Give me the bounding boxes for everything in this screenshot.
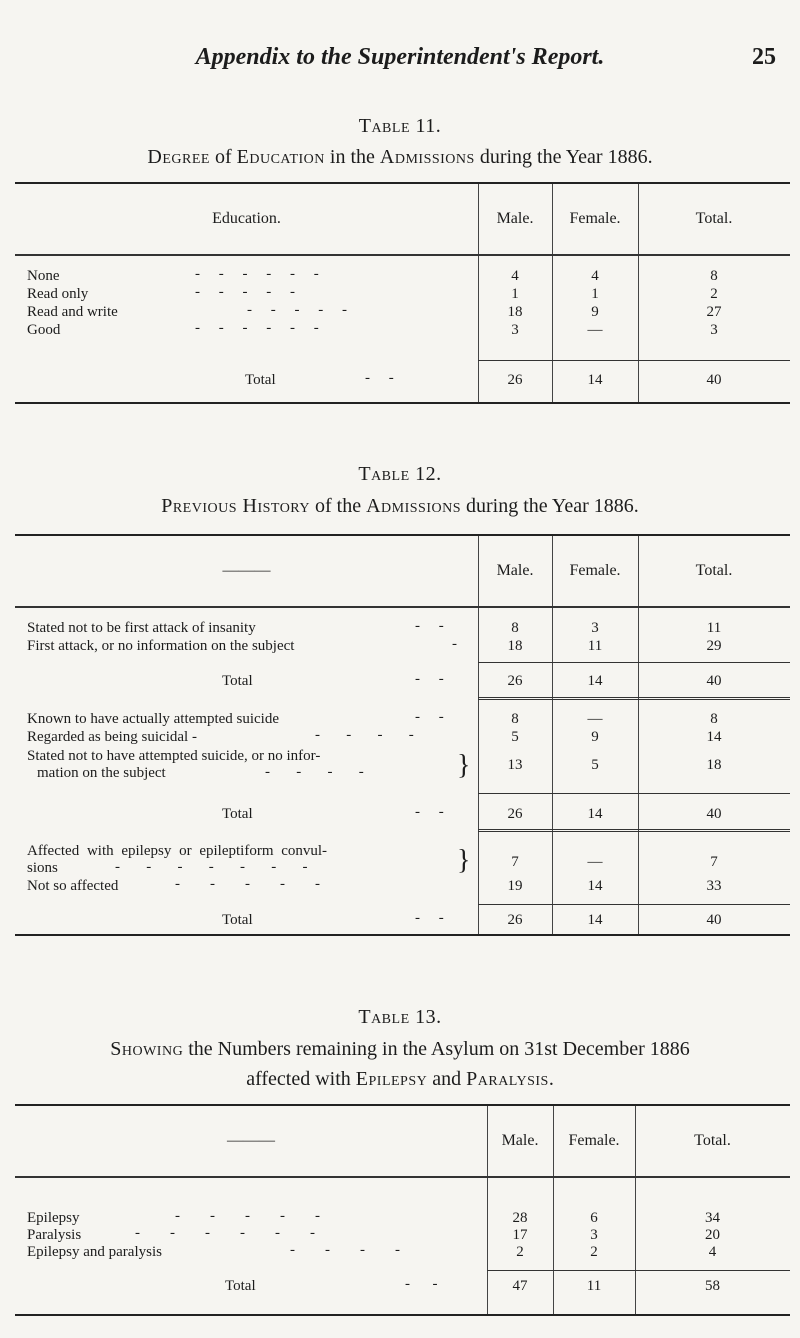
cell-female: — xyxy=(587,854,603,870)
table-11 xyxy=(15,182,790,404)
table-12-heading-part: of the xyxy=(310,495,367,517)
cell-male: 2 xyxy=(516,1244,524,1260)
total-total: 40 xyxy=(706,912,722,928)
table-12-heading xyxy=(0,491,800,521)
row-label: Epilepsy xyxy=(27,1210,80,1226)
column-header-male: Male. xyxy=(501,1132,539,1149)
row-label: Stated not to be first attack of insanity xyxy=(27,620,256,636)
row-label-line1: Stated not to have attempted suicide, or no infor- xyxy=(27,748,321,764)
brace-icon: } xyxy=(457,845,471,876)
total-total: 58 xyxy=(705,1278,720,1294)
leader-dashes: - - xyxy=(405,1276,438,1292)
table-13-number: Table 13. xyxy=(358,1006,442,1028)
cell-female: — xyxy=(587,322,603,338)
cell-total: 33 xyxy=(706,878,722,894)
table-11-heading-part: Degree xyxy=(147,146,210,168)
column-header-blank: ——— xyxy=(222,562,271,579)
cell-total: 18 xyxy=(706,757,722,773)
cell-total: 8 xyxy=(710,268,718,284)
cell-female: 6 xyxy=(590,1210,598,1226)
column-header-female: Female. xyxy=(569,562,621,579)
cell-male: 5 xyxy=(511,729,519,745)
cell-female: 1 xyxy=(591,286,599,302)
cell-male: 8 xyxy=(511,620,519,636)
row-label: First attack, or no information on the subject xyxy=(27,638,295,654)
table-12-heading-part: Admissions xyxy=(366,495,461,517)
row-label: Read only xyxy=(27,286,89,302)
cell-female: 4 xyxy=(591,268,599,284)
total-row-label: Total xyxy=(225,1278,256,1294)
leader-dashes: - - xyxy=(365,370,394,386)
cell-male: 18 xyxy=(507,638,523,654)
total-female: 14 xyxy=(587,912,603,928)
leader-dashes: - - - - - - - xyxy=(115,859,308,875)
column-header-total: Total. xyxy=(694,1132,731,1149)
total-male: 26 xyxy=(507,806,523,822)
cell-total: 3 xyxy=(710,322,718,338)
table-13-heading-line1 xyxy=(0,1034,800,1064)
table-13-heading-part: affected with xyxy=(246,1068,356,1090)
cell-female: 5 xyxy=(591,757,599,773)
table-13-heading xyxy=(0,1034,800,1094)
cell-female: 9 xyxy=(591,304,599,320)
cell-female: 9 xyxy=(591,729,599,745)
table-13-heading-part: Paralysis xyxy=(466,1068,549,1090)
row-label: Read and write xyxy=(27,304,118,320)
leader-dashes: - xyxy=(452,636,457,652)
cell-female: 11 xyxy=(587,638,603,654)
total-male: 26 xyxy=(507,912,523,928)
leader-dashes: - - - - - xyxy=(247,302,347,318)
running-header xyxy=(0,44,800,84)
row-label: None xyxy=(27,268,60,284)
cell-total: 14 xyxy=(706,729,722,745)
leader-dashes: - - xyxy=(415,671,444,687)
leader-dashes: - - xyxy=(415,910,444,926)
cell-male: 4 xyxy=(511,268,519,284)
column-header-total: Total. xyxy=(695,210,733,227)
table-13-heading-part: Epilepsy xyxy=(355,1068,428,1090)
leader-dashes: - - xyxy=(415,618,444,634)
cell-male: 17 xyxy=(512,1227,528,1243)
row-label: Not so affected xyxy=(27,878,119,894)
leader-dashes: - - xyxy=(415,709,444,725)
leader-dashes: - - xyxy=(415,804,444,820)
leader-dashes: - - - - - xyxy=(195,284,295,300)
cell-total: 7 xyxy=(710,854,718,870)
column-header-female: Female. xyxy=(568,1132,620,1149)
table-11-heading-part: of xyxy=(209,146,237,168)
column-header-education: Education. xyxy=(212,210,281,227)
total-row-label: Total xyxy=(222,673,253,689)
page-number: 25 xyxy=(752,44,776,70)
table-13-heading-part: the Numbers remaining in the Asylum on 31st December 1886 xyxy=(183,1038,690,1060)
cell-female: 14 xyxy=(587,878,603,894)
row-label: Regarded as being suicidal - xyxy=(27,729,197,745)
cell-male: 8 xyxy=(511,711,519,727)
total-row-label: Total xyxy=(222,806,253,822)
table-12-heading-part: Previous History xyxy=(161,495,310,517)
running-title: Appendix to the Superintendent's Report. xyxy=(195,44,605,70)
brace-icon: } xyxy=(457,750,471,781)
cell-total: 29 xyxy=(706,638,722,654)
leader-dashes: - - - - - xyxy=(175,876,320,892)
cell-male: 1 xyxy=(511,286,519,302)
cell-total: 4 xyxy=(708,1244,717,1260)
leader-dashes: - - - - - - xyxy=(195,266,319,282)
cell-total: 34 xyxy=(705,1210,720,1226)
total-female: 14 xyxy=(587,372,603,388)
table-12 xyxy=(15,534,790,936)
cell-male: 3 xyxy=(511,322,519,338)
table-11-heading-part: during the Year 1886. xyxy=(474,146,653,168)
row-label: Good xyxy=(27,322,61,338)
leader-dashes: - - - - - xyxy=(175,1208,320,1224)
cell-total: 2 xyxy=(710,286,718,302)
table-13 xyxy=(15,1104,790,1316)
cell-male: 13 xyxy=(507,757,523,773)
cell-total: 11 xyxy=(706,620,722,636)
total-male: 26 xyxy=(507,673,523,689)
table-11-heading-part: Education xyxy=(236,146,325,168)
table-13-heading-line2 xyxy=(0,1064,800,1094)
cell-female: 3 xyxy=(591,620,599,636)
table-12-heading-part: during the Year 1886. xyxy=(461,495,639,517)
cell-total: 8 xyxy=(710,711,718,727)
total-total: 40 xyxy=(706,673,722,689)
cell-female: — xyxy=(587,711,603,727)
total-female: 14 xyxy=(587,806,603,822)
table-11-number: Table 11. xyxy=(358,115,442,137)
total-male: 26 xyxy=(507,372,523,388)
column-header-total: Total. xyxy=(695,562,733,579)
row-label: Epilepsy and paralysis xyxy=(27,1244,162,1260)
table-12-number: Table 12. xyxy=(358,463,442,485)
cell-female: 2 xyxy=(590,1244,598,1260)
cell-male: 19 xyxy=(507,878,523,894)
total-total: 40 xyxy=(706,372,722,388)
column-header-female: Female. xyxy=(569,210,621,227)
cell-female: 3 xyxy=(590,1227,598,1243)
table-11-heading xyxy=(0,142,800,172)
leader-dashes: - - - - xyxy=(265,764,364,780)
total-female: 14 xyxy=(587,673,603,689)
leader-dashes: - - - - xyxy=(290,1242,400,1258)
column-header-blank: ——— xyxy=(227,1132,275,1149)
row-label-line2: sions xyxy=(27,860,58,876)
cell-total: 27 xyxy=(706,304,722,320)
row-label: Known to have actually attempted suicide xyxy=(27,711,280,727)
table-11-heading-part: Admissions xyxy=(379,146,475,168)
table-13-heading-part: and xyxy=(427,1068,467,1090)
cell-male: 28 xyxy=(512,1210,528,1226)
cell-total: 20 xyxy=(705,1227,720,1243)
cell-male: 18 xyxy=(507,304,523,320)
row-label: Paralysis xyxy=(27,1227,82,1243)
row-label-line1: Affected with epilepsy or epileptiform convul- xyxy=(27,843,328,859)
total-total: 40 xyxy=(706,806,722,822)
total-male: 47 xyxy=(512,1278,528,1294)
leader-dashes: - - - - - - xyxy=(195,320,319,336)
table-11-heading-part: in the xyxy=(324,146,380,168)
total-row-label: Total xyxy=(222,912,253,928)
total-row-label: Total xyxy=(245,372,276,388)
leader-dashes: - - - - xyxy=(315,727,414,743)
table-13-heading-part: Showing xyxy=(110,1038,184,1060)
leader-dashes: - - - - - - xyxy=(135,1225,315,1241)
cell-male: 7 xyxy=(511,854,519,870)
column-header-male: Male. xyxy=(496,210,534,227)
row-label-line2: mation on the subject xyxy=(37,765,166,781)
total-female: 11 xyxy=(586,1278,602,1294)
column-header-male: Male. xyxy=(496,562,534,579)
table-13-heading-part: . xyxy=(548,1068,554,1090)
